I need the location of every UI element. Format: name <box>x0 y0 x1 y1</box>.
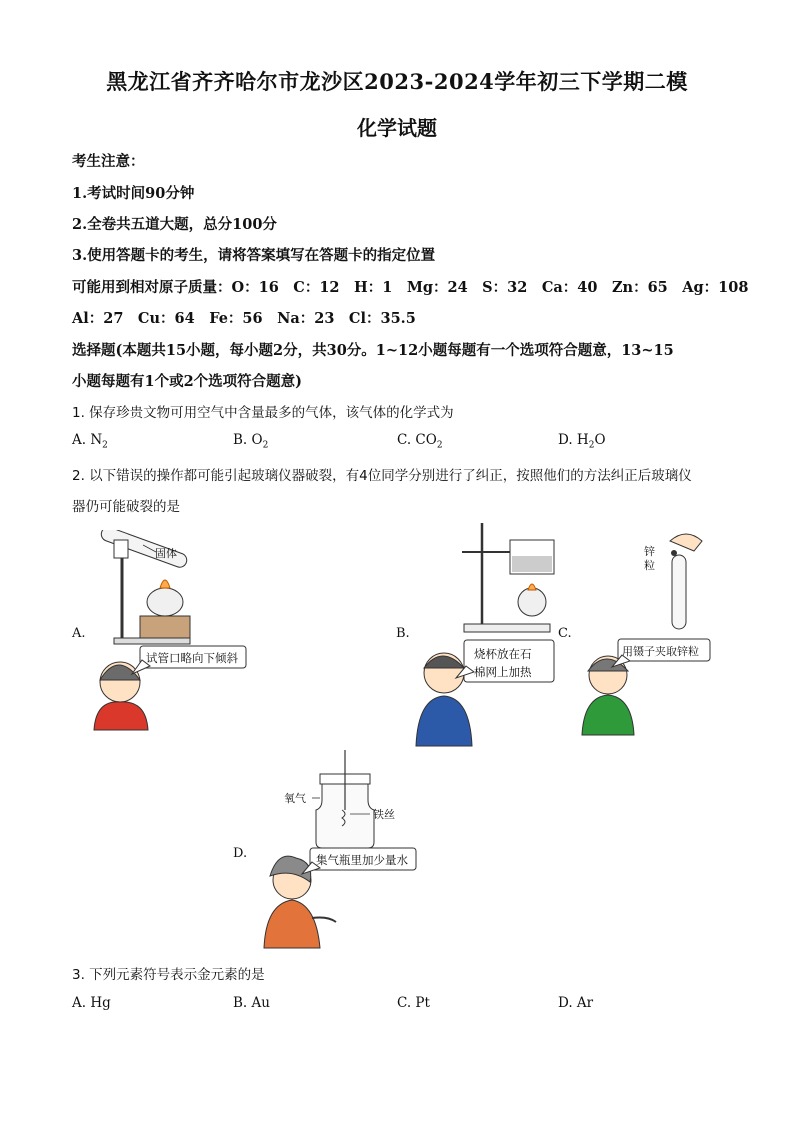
figure-d-oxygen-tag: 氧气 <box>284 792 306 805</box>
figure-d-label: D. <box>233 846 248 861</box>
student-body-c <box>582 695 634 735</box>
figure-c-tag-line-1: 锌 <box>644 545 655 558</box>
student-body-b <box>416 696 472 746</box>
figure-b-bubble-line-2: 棉网上加热 <box>474 665 532 679</box>
atomic-masses-line-2: Al：27 Cu：64 Fe：56 Na：23 Cl：35.5 <box>72 310 416 327</box>
figure-a-bubble-text: 试管口略向下倾斜 <box>146 651 238 665</box>
figure-a-illustration <box>88 530 288 745</box>
question-2-stem-line-2: 器仍可能破裂的是 <box>72 499 180 515</box>
alcohol-lamp-icon <box>147 588 183 616</box>
student-body-d <box>264 900 320 948</box>
question-1-option-a: A. $N_2$ <box>72 432 108 451</box>
notice-heading: 考生注意： <box>72 153 145 170</box>
question-3-stem: 3. 下列元素符号表示金元素的是 <box>72 967 265 983</box>
paper-title: 黑龙江省齐齐哈尔市龙沙区2023-2024学年初三下学期二模 <box>106 69 688 94</box>
figure-d-iron-wire-tag: 铁丝 <box>373 808 395 821</box>
figure-c-tag-line-2: 粒 <box>644 559 655 572</box>
flame-icon <box>160 580 170 588</box>
student-body <box>94 702 148 730</box>
notice-item-1: 1.考试时间90分钟 <box>72 185 195 202</box>
figure-b-label: B. <box>396 626 410 641</box>
figure-a-label: A. <box>72 626 86 641</box>
stand-base-b <box>464 624 550 632</box>
figure-b-illustration <box>412 518 562 748</box>
notice-item-2: 2.全卷共五道大题，总分100分 <box>72 216 277 233</box>
alcohol-lamp-icon-b <box>518 588 546 616</box>
flame-icon-b <box>528 584 536 590</box>
question-1-stem: 1. 保存珍贵文物可用空气中含量最多的气体，该气体的化学式为 <box>72 405 454 421</box>
test-tube-icon-c <box>672 555 686 629</box>
section-instruction-2: 小题每题有1个或2个选项符合题意) <box>72 373 303 390</box>
question-3-option-d: D. Ar <box>558 995 594 1011</box>
figure-c-zinc-tag <box>644 545 655 573</box>
figure-c-bubble-text: 用镊子夹取锌粒 <box>622 645 699 658</box>
zinc-pellet-icon <box>671 550 677 556</box>
question-3-option-b: B. Au <box>233 995 270 1011</box>
paper-subtitle: 化学试题 <box>357 116 437 140</box>
figure-d-illustration <box>250 750 430 950</box>
question-1-option-b: B. $O_2$ <box>233 432 269 451</box>
hand-icon <box>670 534 702 551</box>
question-1-option-c: C. $CO_2$ <box>397 432 443 451</box>
figure-a-solid-tag: 固体 <box>155 547 177 560</box>
atomic-masses-line-1: 可能用到相对原子质量：O：16 C：12 H：1 Mg：24 S：32 Ca：40 Zn：65 Ag：108 <box>72 279 749 296</box>
burner-stand <box>140 616 190 638</box>
question-2-stem-line-1: 2. 以下错误的操作都可能引起玻璃仪器破裂，有4位同学分别进行了纠正，按照他们的方法纠正后玻璃仪 <box>72 468 692 484</box>
stand-base <box>114 638 190 644</box>
figure-c-label: C. <box>558 626 572 641</box>
section-instruction-1: 选择题(本题共15小题，每小题2分，共30分。1~12小题每题有一个选项符合题意，13~15 <box>72 342 674 359</box>
clamp <box>114 540 128 558</box>
notice-item-3: 3.使用答题卡的考生，请将答案填写在答题卡的指定位置 <box>72 247 436 264</box>
figure-b-bubble-line-1: 烧杯放在石 <box>474 647 532 661</box>
question-3-option-a: A. Hg <box>72 995 111 1011</box>
figure-b-bubble-text <box>474 645 532 681</box>
question-3-option-c: C. Pt <box>397 995 430 1011</box>
question-1-option-d: D. $H_2O$ <box>558 432 606 451</box>
figure-d-bubble-text: 集气瓶里加少量水 <box>316 853 408 867</box>
